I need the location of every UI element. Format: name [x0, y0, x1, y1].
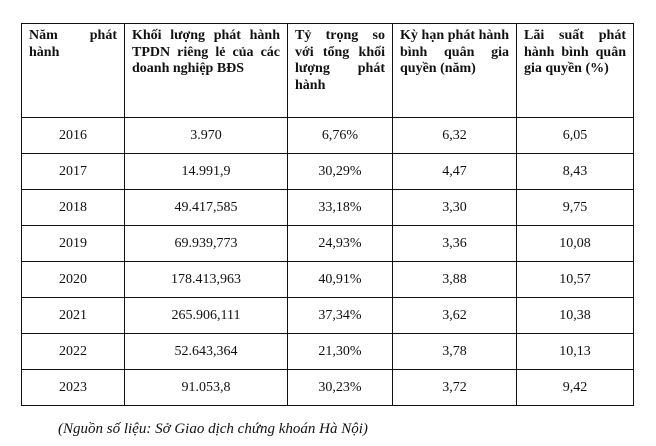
cell-share: 6,76%	[288, 118, 393, 154]
cell-term: 3,36	[393, 226, 517, 262]
table-header-row	[22, 24, 634, 118]
table-row	[22, 118, 634, 154]
table-row	[22, 190, 634, 226]
cell-share: 24,93%	[288, 226, 393, 262]
cell-volume: 49.417,585	[125, 190, 288, 226]
header-weighted-rate: Lãi suất phát hành bình quân gia quyền (%)	[517, 24, 634, 118]
cell-share: 30,23%	[288, 370, 393, 406]
cell-year: 2019	[22, 226, 125, 262]
cell-rate: 10,57	[517, 262, 634, 298]
cell-rate: 10,38	[517, 298, 634, 334]
cell-year: 2022	[22, 334, 125, 370]
header-weighted-term: Kỳ hạn phát hành bình quân gia quyền (năm)	[393, 24, 517, 118]
cell-term: 6,32	[393, 118, 517, 154]
cell-rate: 9,75	[517, 190, 634, 226]
cell-year: 2023	[22, 370, 125, 406]
cell-rate: 6,05	[517, 118, 634, 154]
table-row	[22, 226, 634, 262]
table-row	[22, 370, 634, 406]
cell-volume: 3.970	[125, 118, 288, 154]
cell-year: 2021	[22, 298, 125, 334]
cell-rate: 10,08	[517, 226, 634, 262]
header-year: Năm phát hành	[22, 24, 125, 118]
header-share-of-total: Tỷ trọng so với tổng khối lượng phát hành	[288, 24, 393, 118]
cell-term: 4,47	[393, 154, 517, 190]
cell-share: 21,30%	[288, 334, 393, 370]
cell-year: 2020	[22, 262, 125, 298]
cell-year: 2018	[22, 190, 125, 226]
cell-term: 3,78	[393, 334, 517, 370]
cell-rate: 8,43	[517, 154, 634, 190]
cell-term: 3,88	[393, 262, 517, 298]
cell-volume: 91.053,8	[125, 370, 288, 406]
cell-term: 3,62	[393, 298, 517, 334]
cell-volume: 69.939,773	[125, 226, 288, 262]
table-row	[22, 262, 634, 298]
cell-volume: 178.413,963	[125, 262, 288, 298]
cell-volume: 265.906,111	[125, 298, 288, 334]
cell-volume: 52.643,364	[125, 334, 288, 370]
cell-share: 40,91%	[288, 262, 393, 298]
cell-term: 3,30	[393, 190, 517, 226]
table-row	[22, 334, 634, 370]
table-row	[22, 298, 634, 334]
table-row	[22, 154, 634, 190]
cell-year: 2017	[22, 154, 125, 190]
cell-rate: 9,42	[517, 370, 634, 406]
cell-term: 3,72	[393, 370, 517, 406]
bond-issuance-table	[21, 23, 634, 406]
header-issuance-volume: Khối lượng phát hành TPDN riêng lẻ của các doanh nghiệp BĐS	[125, 24, 288, 118]
cell-year: 2016	[22, 118, 125, 154]
cell-rate: 10,13	[517, 334, 634, 370]
cell-share: 37,34%	[288, 298, 393, 334]
cell-share: 33,18%	[288, 190, 393, 226]
cell-volume: 14.991,9	[125, 154, 288, 190]
cell-share: 30,29%	[288, 154, 393, 190]
source-note: (Nguồn số liệu: Sở Giao dịch chứng khoán Hà Nội)	[58, 421, 368, 437]
